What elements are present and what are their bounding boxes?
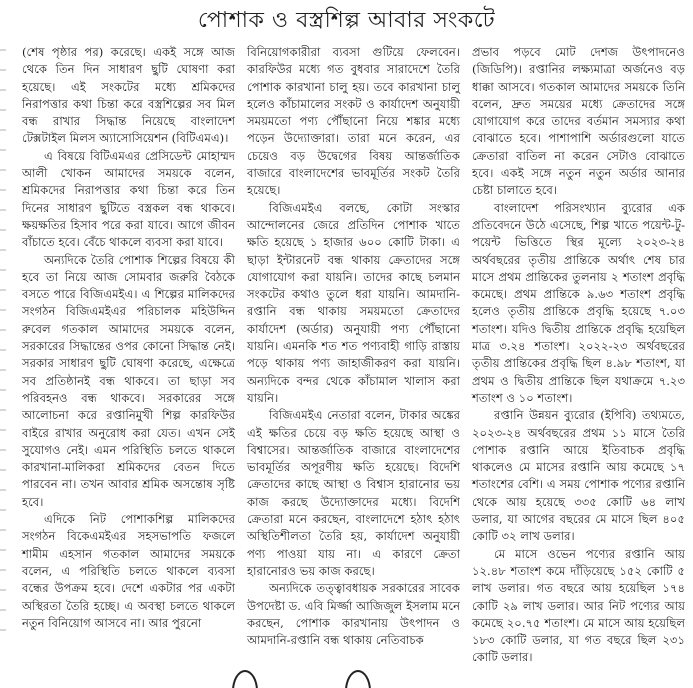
article-body — [22, 44, 685, 665]
article-column-3 — [472, 44, 685, 665]
paragraph: (শেষ পৃষ্ঠার পর) করেছে। একই সঙ্গে আজ থেকে তিন দিন সাধারণ ছুটি ঘোষণা করা হয়েছে। এই সংকটের মধ্যে শ্রমিকদের নিরাপত্তার কথা চিন্তা করে বস্ত্রশিল্পের সব মিল বন্ধ রাখার সিদ্ধান্ত নিয়েছে বাংলাদেশ টেক্সটাইল মিলস অ্যাসোসিয়েশন (বিটিএমএ)। — [22, 45, 235, 146]
paragraph: বিজিএমইএ নেতারা বলেন, টাকার অঙ্কের এই ক্ষতির চেয়ে বড় ক্ষতি হয়েছে আস্থা ও বিশ্বাসের। আন্তর্জাতিক বাজারে বাংলাদেশের ভাবমূর্তির অপূরণীয় ক্ষতি হয়েছে। বিদেশি ক্রেতাদের কাছে আস্থা ও বিশ্বাস হারানোর ভয় কাজ করছে উদ্যোক্তাদের মধ্যে। বিদেশি ক্রেতারা মনে করছেন, বাংলাদেশে হঠাৎ হঠাৎ অস্থিতিশীলতা তৈরি হয়, কার্যাদেশ অনুযায়ী পণ্য পাওয়া যায় না। এ কারণে ক্রেতা হারানোরও ভয় কাজ করছে। — [247, 408, 460, 578]
article-column-2 — [247, 44, 460, 648]
paragraph: বিনিয়োগকারীরা ব্যবসা গুটিয়ে ফেলবেন। কারফিউর মধ্যে গত বুধবার সারাদেশে তৈরি পোশাক কারখানা চালু হয়। তবে কারখানা চালু হলেও কাঁচামালের সংকট ও কার্যাদেশ অনুযায়ী সময়মতো পণ্য পৌঁছানো নিয়ে শঙ্কার মধ্যে পড়েন উদ্যোক্তারা। তারা মনে করেন, এর চেয়েও বড় উদ্বেগের বিষয় আন্তর্জাতিক বাজারে বাংলাদেশের ভাবমূর্তির সংকট তৈরি হয়েছে। — [247, 45, 460, 198]
paragraph: অন্যদিকে তত্ত্বাবধায়ক সরকারের সাবেক উপদেষ্টা ড. এবি মির্জ্জা আজিজুল ইসলাম মনে করছেন, পোশাক কারখানায় উৎপাদন ও আমদানি-রপ্তানি বন্ধ থাকায় নেতিবাচক — [247, 581, 460, 648]
next-headline-cropped — [0, 668, 693, 688]
cropped-headline-glyph — [345, 670, 371, 688]
paragraph: প্রভাব পড়বে মোট দেশজ উৎপাদনেও (জিডিপি)। রপ্তানির লক্ষ্যমাত্রা অর্জনেও বড় ধাক্কা আসবে। গতকাল আমাদের সময়কে তিনি বলেন, দ্রুত সময়ের মধ্যে ক্রেতাদের সঙ্গে যোগাযোগ করে তাদের বর্তমান সমস্যার কথা বোঝাতে হবে। পাশাপাশি অর্ডারগুলো যাতে ক্রেতারা বাতিল না করেন সেটাও বোঝাতে হবে। একই সঙ্গে নতুন নতুন অর্ডার আনার চেষ্টা চালাতে হবে। — [472, 45, 685, 198]
paragraph: এ বিষয়ে বিটিএমএর প্রেসিডেন্ট মোহাম্মদ আলী খোকন আমাদের সময়কে বলেন, শ্রমিকদের নিরাপত্তার কথা চিন্তা করে তিন দিনের সাধারণ ছুটিতে বস্ত্রকল বন্ধ থাকবে। ক্ষয়ক্ষতির হিসাব পরে করা যাবে। আগে জীবন বাঁচাতে হবে। বেঁচে থাকলে ব্যবসা করা যাবে। — [22, 148, 235, 250]
article-headline: পোশাক ও বস্ত্রশিল্প আবার সংকটে — [197, 8, 496, 33]
paragraph: মে মাসে ওভেন পণ্যের রপ্তানি আয় ১২.৪৮ শতাংশ কমে দাঁড়িয়েছে ১৫২ কোটি ৫ লাখ ডলার। গত বছরে আয় হয়েছিল ১৭৪ কোটি ২৯ লাখ ডলার। আর নিট পণ্যের আয় কমেছে ২০.৭৫ শতাংশ। মে মাসে আয় হয়েছিল ১৮৩ কোটি ডলার, যা গত বছরে ছিল ২৩১ কোটি ডলার। — [472, 546, 685, 665]
paragraph: বিজিএমইএ বলছে, কোটা সংস্কার আন্দোলনের জেরে প্রতিদিন পোশাক খাতে ক্ষতি হয়েছে ১ হাজার ৬০০ কোটি টাকা। এ ছাড়া ইন্টারনেট বন্ধ থাকায় ক্রেতাদের সঙ্গে যোগাযোগ করা যায়নি। তাদের কাছে চলমান সংকটের কথাও তুলে ধরা যায়নি। আমদানি-রপ্তানি বন্ধ থাকায় সময়মতো ক্রেতাদের কার্যাদেশ (অর্ডার) অনুযায়ী পণ্য পৌঁছানো যায়নি। এমনকি শত শত পণ্যবাহী গাড়ি রাস্তায় পড়ে থাকায় পণ্য জাহাজীকরণ করা যায়নি। অন্যদিকে বন্দর থেকে কাঁচামাল খালাস করা যায়নি। — [247, 200, 460, 405]
paragraph: অন্যদিকে তৈরি পোশাক শিল্পের বিষয়ে কী হবে তা নিয়ে আজ সোমবার জরুরি বৈঠকে বসতে পারে বিজিএমইএ। এ শিল্পের মালিকদের সংগঠন বিজিএমইএর পরিচালক মহিউদ্দিন রুবেল গতকাল আমাদের সময়কে বলেন, সরকারের সিদ্ধান্তের ওপর কোনো সিদ্ধান্ত নেই। সরকার সাধারণ ছুটি ঘোষণা করেছে, এক্ষেত্রে সব প্রতিষ্ঠানই বন্ধ থাকবে। তা ছাড়া সব পরিবহনও বন্ধ থাকবে। সরকারের সঙ্গে আলোচনা করে রপ্তানিমুখী শিল্প কারফিউর বাইরে রাখার অনুরোধ করা যেত। এখন সেই সুযোগও নেই। এমন পরিস্থিতি চলতে থাকলে কারখানা-মালিকরা শ্রমিকদের বেতন দিতে পারবেন না। তখন আবার শ্রমিক অসন্তোষ সৃষ্টি হবে। — [22, 252, 235, 509]
article-column-1 — [22, 44, 235, 644]
paragraph: এদিকে নিট পোশাকশিল্প মালিকদের সংগঠন বিকেএমইএর সহসভাপতি ফজলে শামীম এহসান গতকাল আমাদের সময়কে বলেন, এ পরিস্থিতি চলতে থাকলে ব্যবসা বন্ধের উপক্রম হবে। দেশে একটার পর একটা অস্থিরতা তৈরি হচ্ছে। এ অবস্থা চলতে থাকলে নতুন বিনিয়োগ আসবে না। আর পুরনো — [22, 512, 235, 630]
cropped-headline-glyph — [232, 670, 258, 688]
paragraph: বাংলাদেশ পরিসংখ্যান ব্যুরোর এক প্রতিবেদনে উঠে এসেছে, শিল্প খাতে পয়েন্ট-টু-পয়েন্ট ভিত্তিতে স্থির মূল্যে ২০২৩-২৪ অর্থবছরের তৃতীয় প্রান্তিকে অর্থাৎ শেষ চার মাসে প্রথম প্রান্তিকের তুলনায় ২ শতাংশ প্রবৃদ্ধি কমেছে। প্রথম প্রান্তিকে ৯.৬৩ শতাংশ প্রবৃদ্ধি হলেও তৃতীয় প্রান্তিকে প্রবৃদ্ধি হয়েছে ৭.০৩ শতাংশ। যদিও দ্বিতীয় প্রান্তিকে প্রবৃদ্ধি হয়েছিল মাত্র ৩.২৪ শতাংশ। ২০২২-২৩ অর্থবছরের তৃতীয় প্রান্তিকের প্রবৃদ্ধি ছিল ৪.৯৮ শতাংশ, যা প্রথম ও দ্বিতীয় প্রান্তিকে ছিল যথাক্রমে ৭.২৩ শতাংশ ও ১০ শতাংশ। — [472, 200, 685, 405]
paragraph: রপ্তানি উন্নয়ন ব্যুরোর (ইপিবি) তথ্যমতে, ২০২৩-২৪ অর্থবছরের প্রথম ১১ মাসে তৈরি পোশাক রপ্তানি আয়ে ইতিবাচক প্রবৃদ্ধি থাকলেও মে মাসের রপ্তানি আয় কমেছে ১৭ শতাংশের বেশি। এ সময় পোশাক পণ্যের রপ্তানি থেকে আয় হয়েছে ৩৩৫ কোটি ৬৪ লাখ ডলার, যা আগের বছরের মে মাসে ছিল ৪০৫ কোটি ৩২ লাখ ডলার। — [472, 408, 685, 544]
adjacent-column-remnant — [0, 40, 6, 640]
